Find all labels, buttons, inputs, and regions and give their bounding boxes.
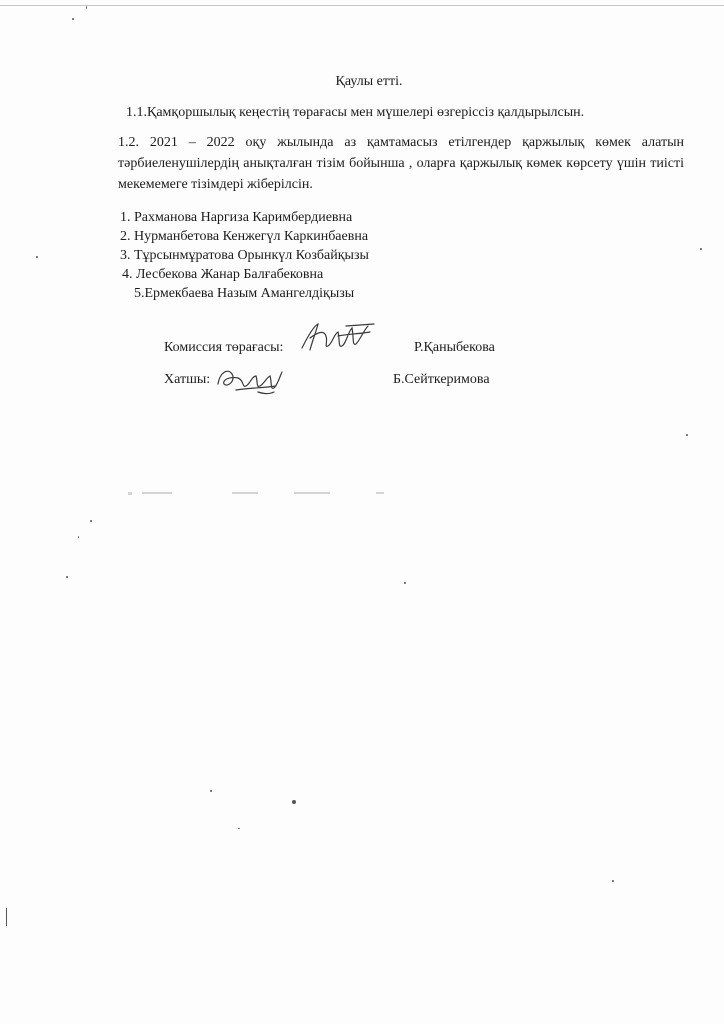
scan-speck: [78, 536, 79, 538]
chair-signature: [298, 318, 376, 358]
recipients-list: [120, 208, 369, 303]
scan-speck: [404, 582, 406, 584]
scan-speck: [292, 800, 296, 804]
resolution-item-2: 1.2. 2021 – 2022 оқу жылында аз қамтамасыз етілгендер қаржылық көмек алатын тәрбиеленушілердің анықталған тізім бойынша , оларға қаржылық көмек көрсету үшін тиісті мекемемеге тізімдері жіберілсін.: [118, 135, 684, 192]
resolution-item-1: 1.1.Қамқоршылық кеңестің төрағасы мен мүшелері өзгеріссіз қалдырылсын.: [126, 105, 585, 120]
scan-speck: [238, 828, 240, 829]
scan-speck: [6, 908, 7, 926]
scan-speck: [66, 576, 68, 578]
scan-speck: [210, 790, 212, 792]
secretary-name: Б.Сейткеримова: [393, 372, 490, 387]
scan-speck: [86, 6, 87, 9]
scan-speck: [36, 256, 38, 258]
scan-speck: [612, 880, 614, 882]
scan-speck: [72, 18, 74, 20]
chair-label: Комиссия төрағасы:: [164, 340, 284, 355]
scan-speck: [686, 434, 688, 436]
list-item: 5.Ермекбаева Назым Амангелдіқызы: [134, 286, 355, 301]
secretary-label: Хатшы:: [164, 372, 211, 387]
scan-speck: [90, 520, 92, 522]
scan-edge-line: [0, 5, 724, 6]
list-item: 2. Нурманбетова Кенжегүл Каркинбаевна: [120, 229, 369, 244]
scan-speck: [700, 248, 702, 250]
list-item: 4. Лесбекова Жанар Балғабековна: [122, 267, 324, 282]
resolution-heading: Қаулы етті.: [335, 74, 403, 89]
bleed-through-marks: [128, 489, 398, 497]
chair-name: Р.Қаныбекова: [414, 340, 495, 355]
secretary-signature: [214, 360, 286, 398]
list-item: 3. Тұрсынмұратова Орынкүл Козбайқызы: [120, 248, 369, 263]
list-item: 1. Рахманова Наргиза Каримбердиевна: [120, 210, 353, 225]
